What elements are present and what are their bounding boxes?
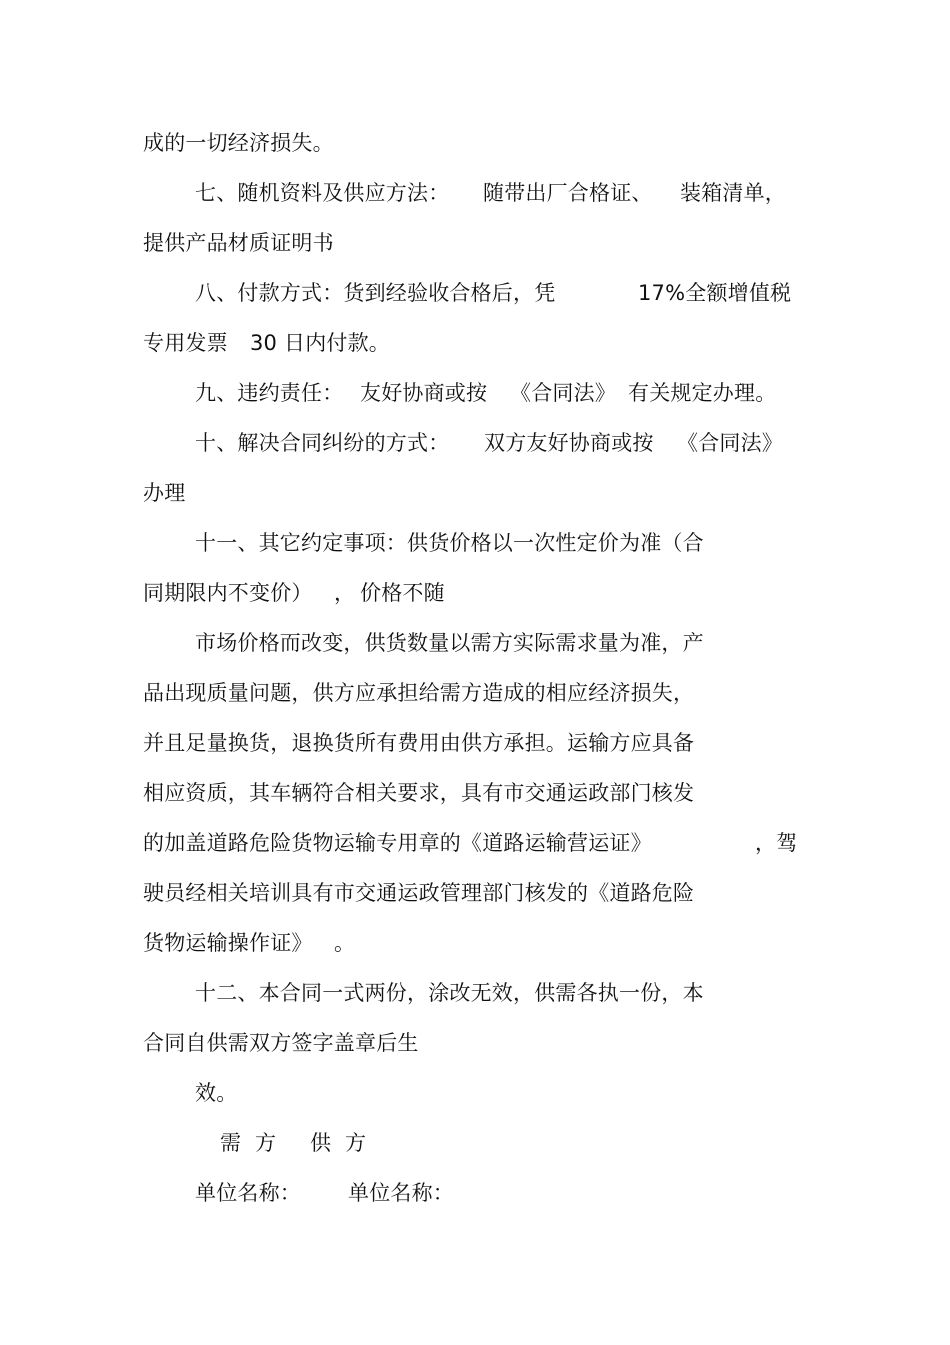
buyer-label: 需 方 bbox=[220, 1131, 277, 1155]
text-segment: 17%全额增值税 bbox=[638, 281, 792, 305]
text-segment: 。 bbox=[334, 931, 356, 955]
text-segment: 《合同法》 bbox=[510, 381, 616, 405]
clause-7-heading: 七、随机资料及供应方法： bbox=[195, 181, 450, 205]
clause-9-heading: 九、违约责任： bbox=[195, 381, 344, 405]
text-segment: 友好协商或按 bbox=[360, 381, 488, 405]
text-segment: 专用发票 bbox=[143, 331, 228, 355]
text-segment: 随带出厂合格证、 bbox=[483, 181, 653, 205]
text-segment: 货物运输操作证》 bbox=[143, 931, 313, 955]
text-line: 市场价格而改变，供货数量以需方实际需求量为准，产 bbox=[195, 631, 704, 655]
text-line: 驶员经相关培训具有市交通运政管理部门核发的《道路危险 bbox=[143, 881, 695, 905]
text-segment: 双方友好协商或按 bbox=[484, 431, 654, 455]
clause-10-heading: 十、解决合同纠纷的方式： bbox=[195, 431, 450, 455]
buyer-unit-name-label: 单位名称： bbox=[195, 1181, 301, 1205]
text-segment: 《合同法》 bbox=[677, 431, 783, 455]
text-line: 相应资质，其车辆符合相关要求，具有市交通运政部门核发 bbox=[143, 781, 695, 805]
clause-11-heading: 十一、其它约定事项：供货价格以一次性定价为准（合 bbox=[195, 531, 704, 555]
text-segment: 有关规定办理。 bbox=[628, 381, 777, 405]
text-segment: 同期限内不变价） bbox=[143, 581, 313, 605]
text-line: 提供产品材质证明书 bbox=[143, 231, 334, 255]
text-segment: 价格不随 bbox=[360, 581, 445, 605]
text-segment: 装箱清单， bbox=[680, 181, 786, 205]
text-segment: ，驾 bbox=[755, 831, 798, 855]
text-line: 效。 bbox=[195, 1081, 238, 1105]
supplier-unit-name-label: 单位名称： bbox=[348, 1181, 454, 1205]
text-line: 并且足量换货，退换货所有费用由供方承担。运输方应具备 bbox=[143, 731, 695, 755]
text-line: 品出现质量问题，供方应承担给需方造成的相应经济损失， bbox=[143, 681, 695, 705]
text-line: 成的一切经济损失。 bbox=[143, 131, 334, 155]
text-line: 合同自供需双方签字盖章后生 bbox=[143, 1031, 419, 1055]
supplier-label: 供 方 bbox=[310, 1131, 367, 1155]
text-line: 办理 bbox=[143, 481, 186, 505]
clause-12-heading: 十二、本合同一式两份，涂改无效，供需各执一份，本 bbox=[195, 981, 704, 1005]
text-segment: 30 日内付款。 bbox=[250, 331, 390, 355]
text-segment: ， bbox=[334, 581, 356, 605]
text-segment: 的加盖道路危险货物运输专用章的《道路运输营运证》 bbox=[143, 831, 652, 855]
clause-8-heading: 八、付款方式：货到经验收合格后，凭 bbox=[195, 281, 556, 305]
